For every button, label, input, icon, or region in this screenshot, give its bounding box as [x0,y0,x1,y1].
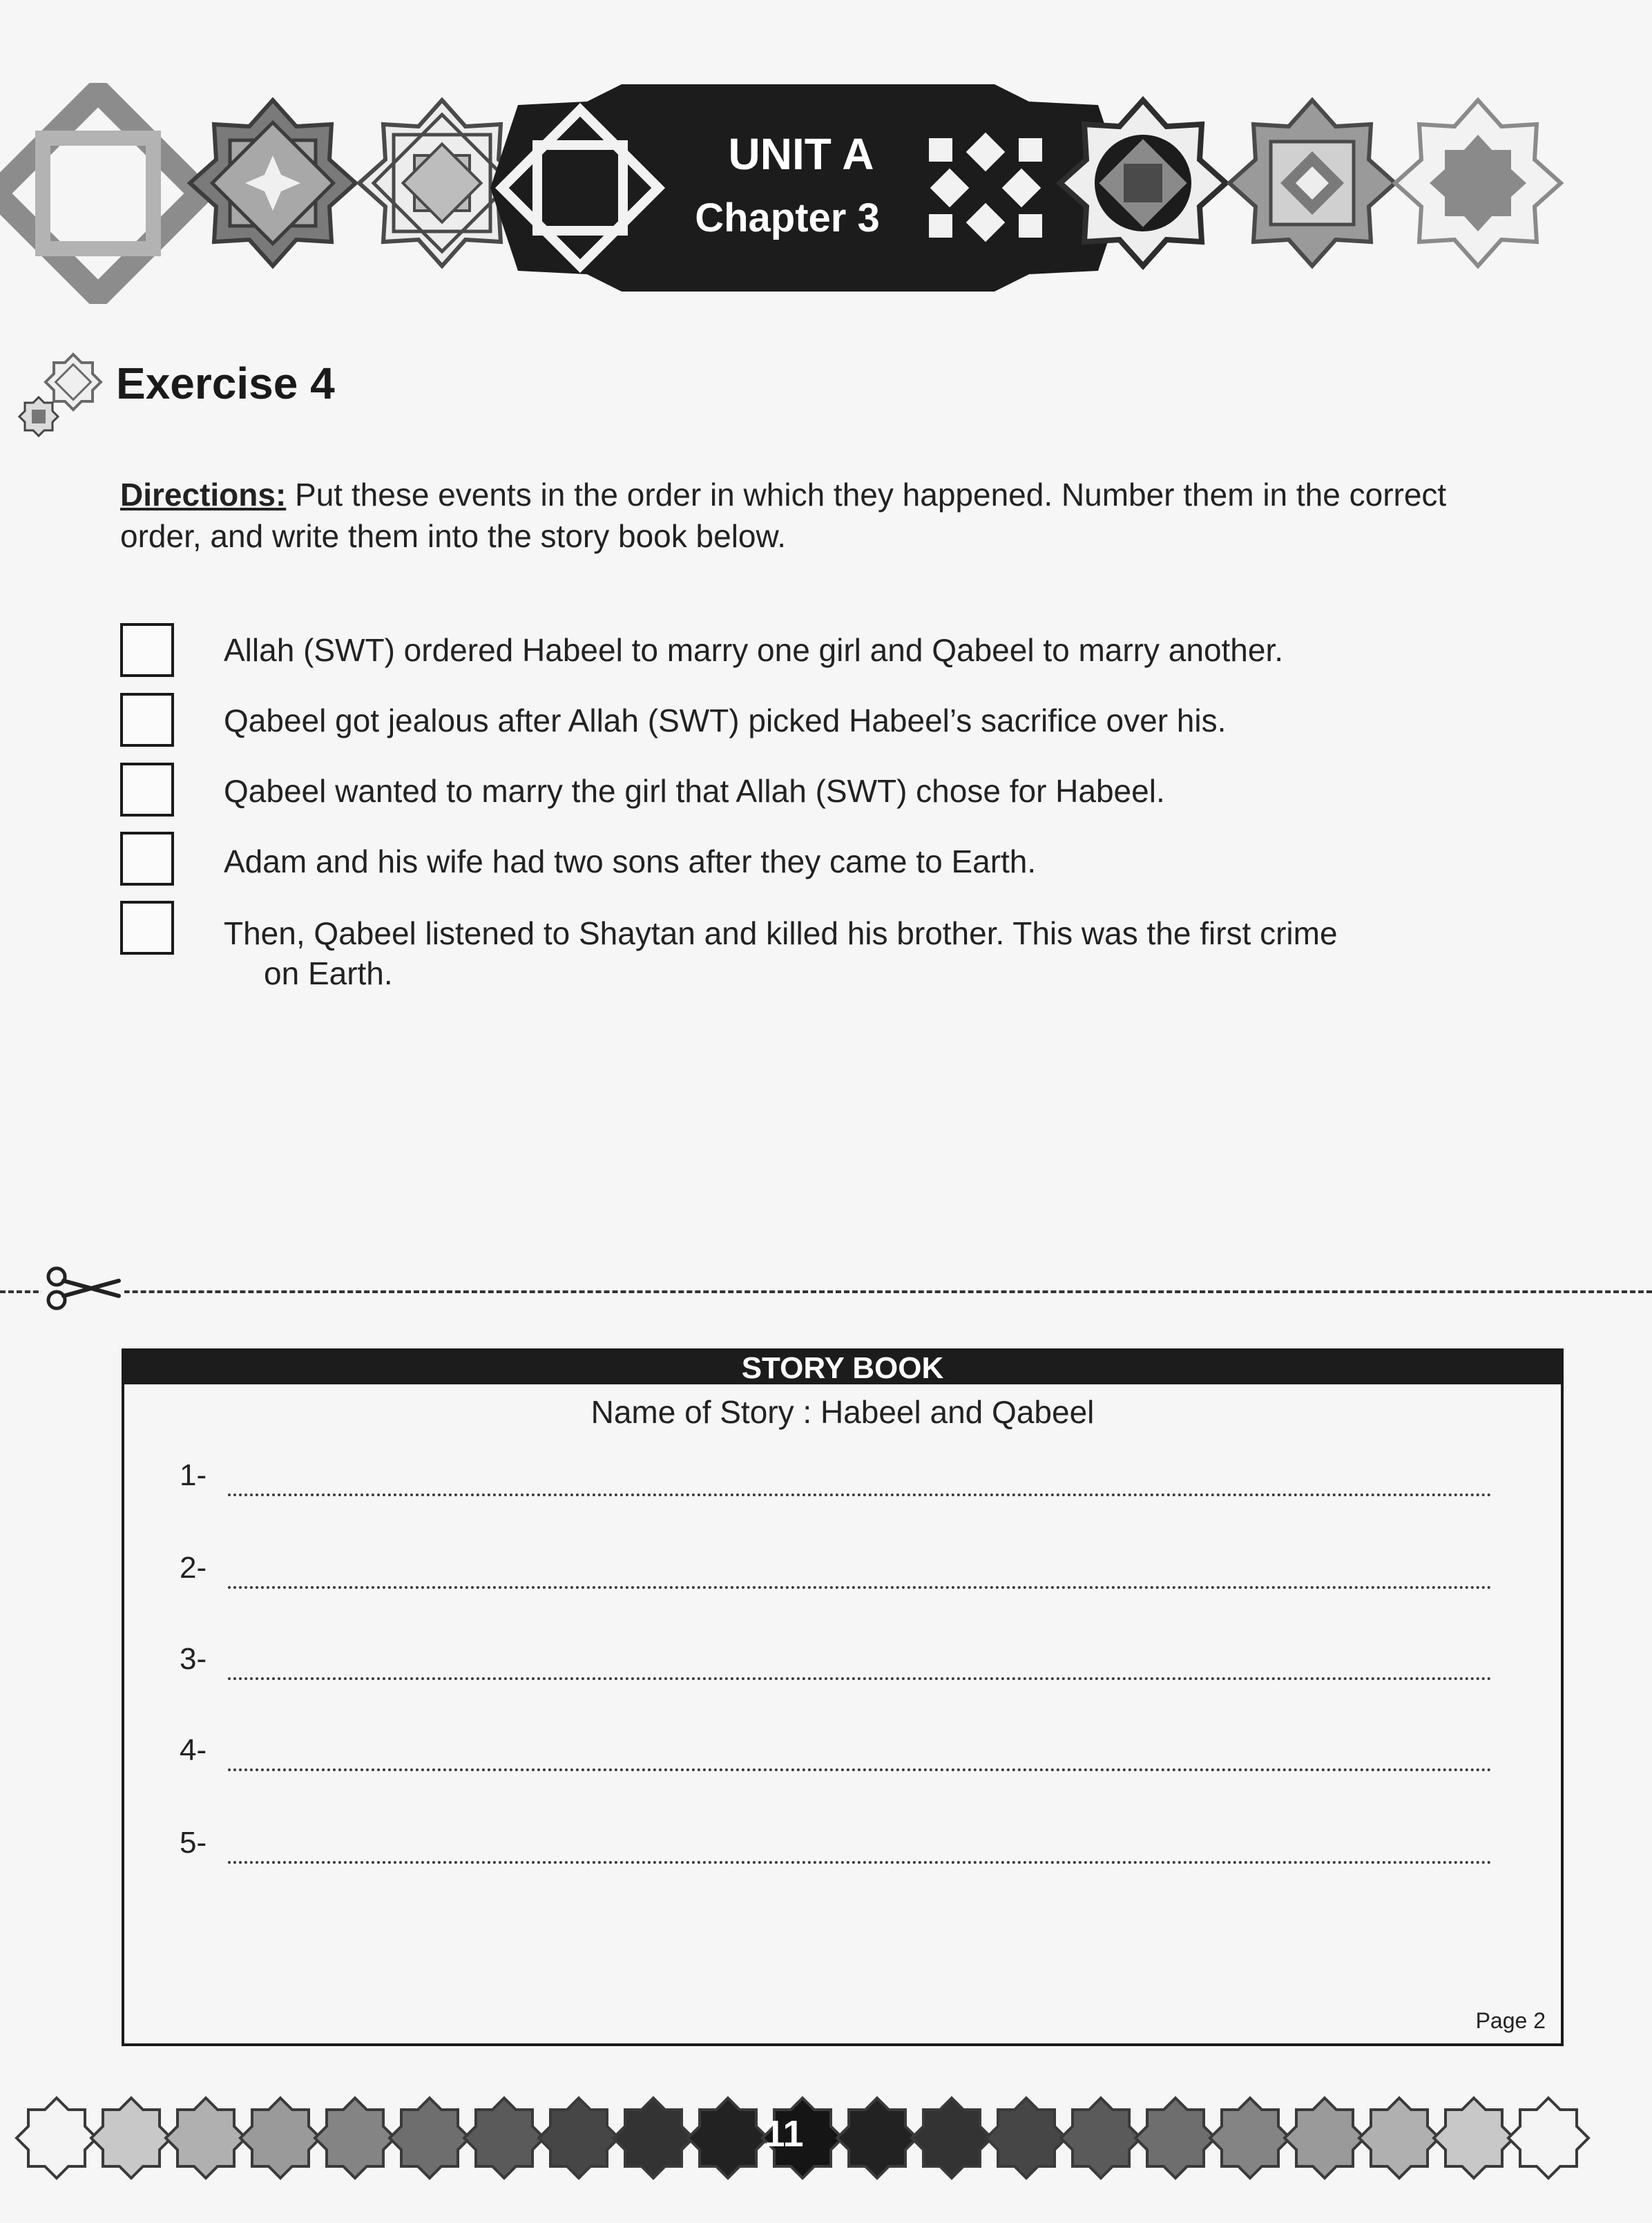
header-ornament-band [0,83,1652,304]
event-text: Allah (SWT) ordered Habeel to marry one girl and Qabeel to marry another. [224,632,1284,668]
footer-ornament-band [0,2093,1652,2183]
story-line [180,1822,1492,1864]
event-order-checkbox[interactable] [120,763,174,817]
story-book [122,1348,1564,2046]
event-text-continuation: on Earth. [264,955,393,991]
event-order-checkbox[interactable] [120,693,174,747]
unit-title: UNIT A [728,129,874,179]
story-line-number: 1- [180,1458,207,1492]
story-book-header: STORY BOOK [124,1351,1561,1384]
story-line-input[interactable] [228,1547,1492,1589]
story-line-number: 2- [180,1551,207,1585]
directions [120,474,1501,557]
chapter-title: Chapter 3 [695,195,880,240]
cut-line [0,1290,1652,1293]
story-line-input[interactable] [228,1639,1492,1680]
story-line-number: 4- [180,1733,207,1767]
event-text-multiline [224,913,1495,993]
story-line [180,1639,1492,1680]
story-line [180,1730,1492,1771]
story-line-number: 3- [180,1642,207,1676]
event-order-checkbox[interactable] [120,623,174,677]
unit-banner [490,84,1126,292]
story-line [180,1455,1492,1496]
event-order-checkbox[interactable] [120,901,174,955]
story-page-label: Page 2 [1475,2008,1546,2033]
ornament-octagram-squares-icon [1229,100,1395,266]
scissors-icon [41,1264,124,1313]
ornament-octagram-icon [190,100,356,266]
story-name: Name of Story : Habeel and Qabeel [590,1394,1095,1430]
directions-label: Directions: [120,477,287,513]
ornament-octagram-dark-icon [1060,100,1226,266]
event-text: Adam and his wife had two sons after they came to Earth. [224,843,1037,879]
event-text-line: Then, Qabeel listened to Shaytan and killed his brother. This was the first crime [224,915,1338,951]
directions-text: Put these events in the order in which they happened. Number them in the correct order, and write them into the story book below. [120,477,1447,554]
story-line-number: 5- [180,1826,207,1860]
event-text: Qabeel got jealous after Allah (SWT) picked Habeel’s sacrifice over his. [224,703,1227,738]
story-line-input[interactable] [228,1730,1492,1771]
story-line-input[interactable] [228,1822,1492,1864]
ornament-octagram-light-icon [1395,100,1561,266]
star-ornament-icon [12,349,109,439]
exercise-title: Exercise 4 [116,359,335,408]
page-number: 11 [764,2113,804,2155]
event-order-checkbox[interactable] [120,832,174,886]
story-line-input[interactable] [228,1455,1492,1496]
story-line [180,1547,1492,1589]
ornament-interlace-icon [0,91,200,296]
event-text: Qabeel wanted to marry the girl that Allah (SWT) chose for Habeel. [224,773,1165,809]
